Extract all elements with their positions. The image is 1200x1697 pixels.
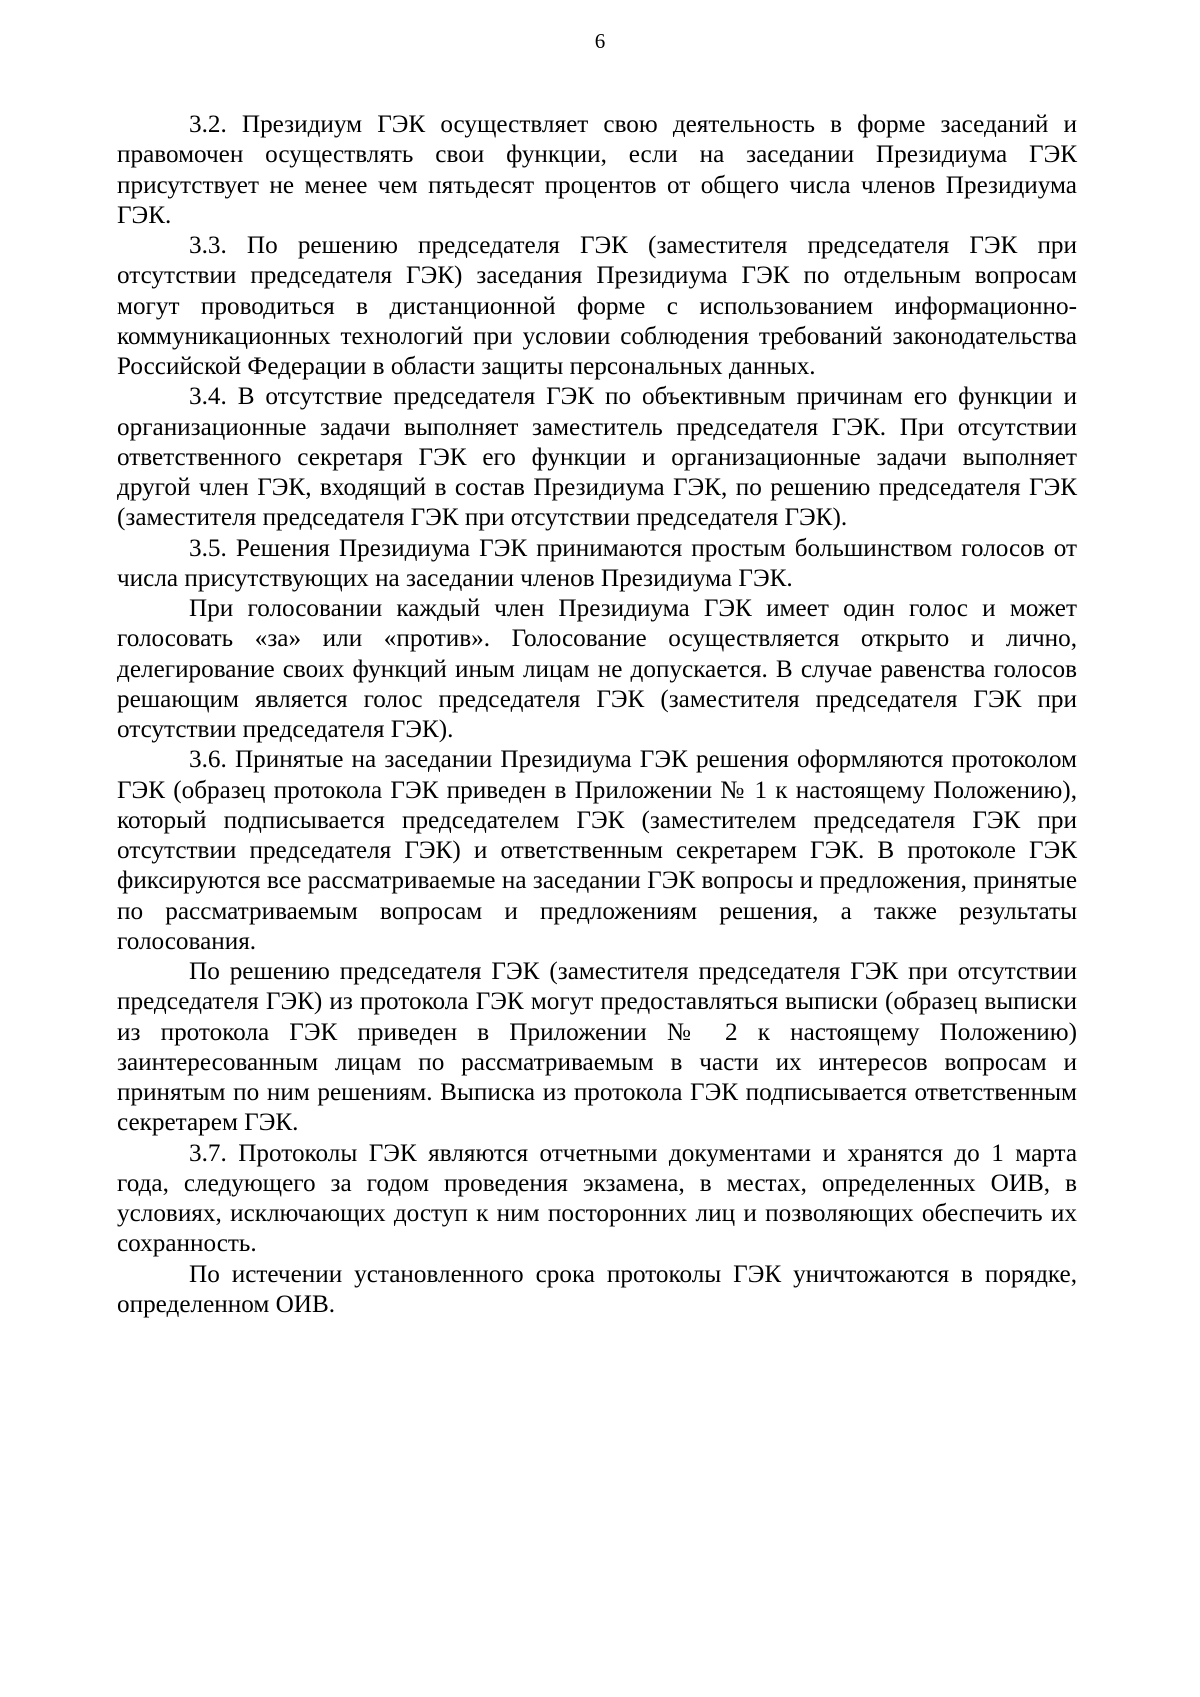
paragraph-3-4: 3.4. В отсутствие председателя ГЭК по объективным причинам его функции и организационные задачи выполняет заместитель председателя ГЭК. При отсутствии ответственного секретаря ГЭК его функции и организационные задачи выполняет другой член ГЭК, входящий в состав Президиума ГЭК, по решению председателя ГЭК (заместителя председателя ГЭК при отсутствии председателя ГЭК). <box>117 383 1077 532</box>
document-body <box>117 110 1077 1320</box>
paragraph-3-7: 3.7. Протоколы ГЭК являются отчетными документами и хранятся до 1 марта года, следующего за годом проведения экзамена, в местах, определенных ОИВ, в условиях, исключающих доступ к ним посторонних лиц и позволяющих обеспечить их сохранность. <box>117 1139 1077 1258</box>
paragraph-3-2: 3.2. Президиум ГЭК осуществляет свою деятельность в форме заседаний и правомочен осуществлять свои функции, если на заседании Президиума ГЭК присутствует не менее чем пятьдесят процентов от общего числа членов Президиума ГЭК. <box>117 111 1077 229</box>
page-number: 6 <box>594 29 606 53</box>
paragraph-3-7-destruction: По истечении установленного срока протоколы ГЭК уничтожаются в порядке, определенном ОИВ. <box>117 1260 1077 1318</box>
paragraph-3-6: 3.6. Принятые на заседании Президиума ГЭК решения оформляются протоколом ГЭК (образец протокола ГЭК приведен в Приложении № 1 к настоящему Положению), который подписывается председателем ГЭК (заместителем председателя ГЭК при отсутствии председателя ГЭК) и ответственным секретарем ГЭК. В протоколе ГЭК фиксируются все рассматриваемые на заседании ГЭК вопросы и предложения, принятые по рассматриваемым вопросам и предложениям решения, а также результаты голосования. <box>117 746 1077 955</box>
paragraph-3-5: 3.5. Решения Президиума ГЭК принимаются простым большинством голосов от числа присутствующих на заседании членов Президиума ГЭК. <box>117 534 1077 592</box>
paragraph-3-6-extracts: По решению председателя ГЭК (заместителя председателя ГЭК при отсутствии председателя ГЭК) из протокола ГЭК могут предоставляться выписки (образец выписки из протокола ГЭК приведен в Приложении № 2 к настоящему Положению) заинтересованным лицам по рассматриваемым в части их интересов вопросам и принятым по ним решениям. Выписка из протокола ГЭК подписывается ответственным секретарем ГЭК. <box>117 958 1077 1137</box>
paragraph-3-3: 3.3. По решению председателя ГЭК (заместителя председателя ГЭК при отсутствии председателя ГЭК) заседания Президиума ГЭК по отдельным вопросам могут проводиться в дистанционной форме с использованием информационно-коммуникационных технологий при условии соблюдения требований законодательства Российской Федерации в области защиты персональных данных. <box>117 232 1077 380</box>
paragraph-3-5-voting: При голосовании каждый член Президиума ГЭК имеет один голос и может голосовать «за» или «против». Голосование осуществляется открыто и лично, делегирование своих функций иным лицам не допускается. В случае равенства голосов решающим является голос председателя ГЭК (заместителя председателя ГЭК при отсутствии председателя ГЭК). <box>117 595 1077 743</box>
